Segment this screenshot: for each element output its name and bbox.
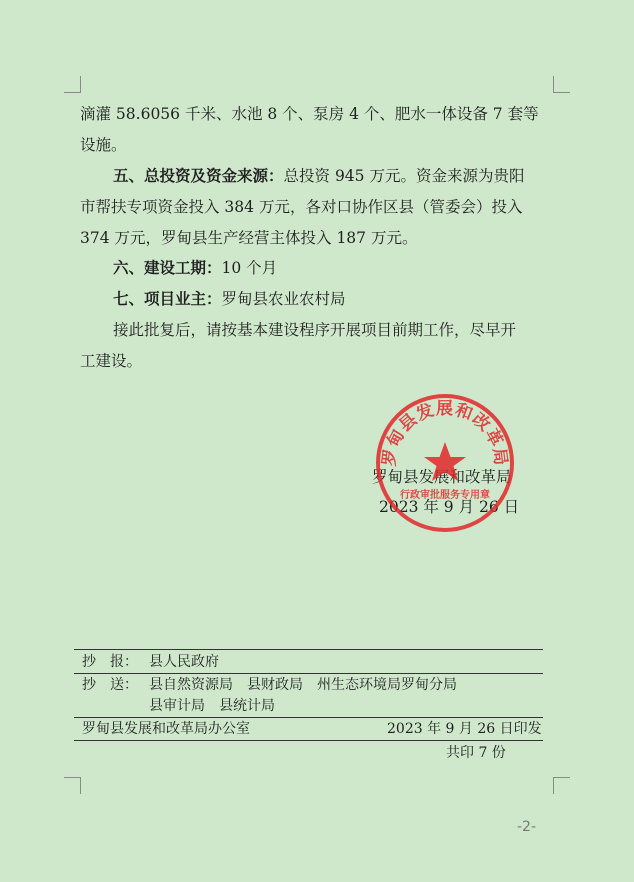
section-6-text: 10 个月 [221, 259, 278, 277]
seal-subtext: 行政审批服务专用章 [400, 490, 490, 501]
cc-report-value: 县人民政府 [149, 654, 219, 670]
seal-text: 罗甸县发展和改革局 [379, 399, 511, 468]
footer-rule-2 [74, 717, 543, 718]
crop-mark-top-left [64, 76, 81, 93]
footer-rule-3 [74, 740, 543, 741]
section-7 [113, 289, 555, 309]
cc-send-label: 抄 送： [82, 677, 138, 693]
body-line-2: 设施。 [80, 136, 127, 154]
signature-org: 罗甸县发展和改革局 [372, 468, 512, 486]
copies-count: 共印 7 份 [446, 745, 506, 761]
signature-date: 2023 年 9 月 26 日 [379, 498, 520, 516]
crop-mark-top-right [553, 76, 570, 93]
section-7-text: 罗甸县农业农村局 [221, 290, 346, 308]
page-number: -2- [517, 819, 537, 835]
body-line-5: 374 万元，罗甸县生产经营主体投入 187 万元。 [80, 229, 418, 247]
section-6 [113, 258, 555, 278]
cc-send-value-line-1: 县自然资源局 县财政局 州生态环境局罗甸分局 [149, 677, 457, 693]
section-6-heading: 六、建设工期： [113, 258, 222, 277]
section-5-heading: 五、总投资及资金来源： [113, 166, 284, 185]
footer-rule-1 [74, 673, 543, 674]
body-line-4: 市帮扶专项资金投入 384 万元，各对口协作区县（管委会）投入 [80, 198, 523, 216]
closing-line-1: 接此批复后，请按基本建设程序开展项目前期工作，尽早开 [113, 321, 517, 339]
body-line-1: 滴灌 58.6056 千米、水池 8 个、泵房 4 个、肥水一体设备 7 套等 [80, 105, 539, 123]
cc-report-label: 抄 报： [82, 654, 138, 670]
section-7-heading: 七、项目业主： [113, 289, 222, 308]
official-seal-icon [374, 392, 516, 534]
cc-send-value-line-2: 县审计局 县统计局 [149, 698, 275, 714]
footer-rule-top [74, 649, 543, 650]
issuer: 罗甸县发展和改革局办公室 [82, 721, 250, 737]
section-5 [113, 166, 555, 186]
crop-mark-bottom-right [553, 777, 570, 794]
issue-date: 2023 年 9 月 26 日印发 [387, 721, 542, 737]
crop-mark-bottom-left [64, 777, 81, 794]
section-5-text: 总投资 945 万元。资金来源为贵阳 [283, 167, 525, 185]
closing-line-2: 工建设。 [80, 352, 143, 370]
